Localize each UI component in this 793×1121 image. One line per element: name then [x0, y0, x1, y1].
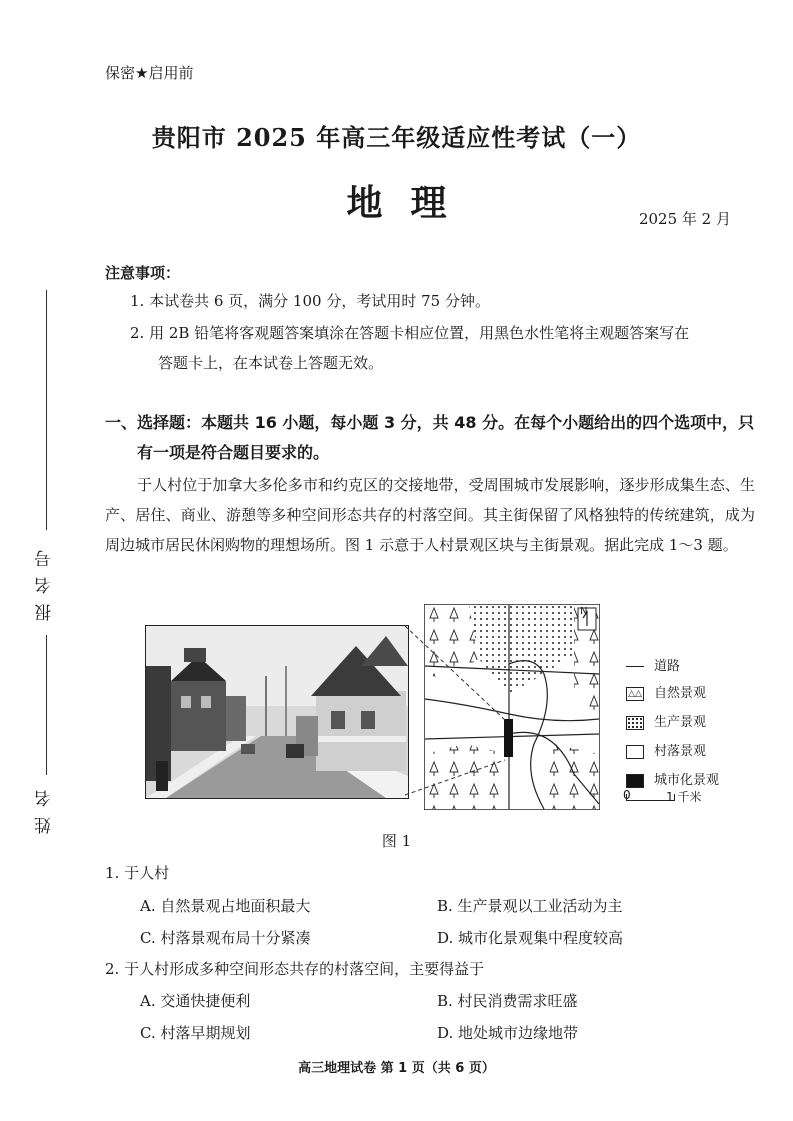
- question-2-option-a: A. 交通快捷便利: [140, 992, 251, 1010]
- legend-natural: △△ 自然景观: [626, 682, 706, 701]
- notice-heading: 注意事项：: [105, 264, 181, 282]
- margin-baoming-label: 报名号: [35, 540, 55, 621]
- question-1-option-a: A. 自然景观占地面积最大: [140, 897, 311, 915]
- exam-title: 贵阳市 2025 年高三年级适应性考试（一）: [151, 123, 642, 152]
- question-2-option-c: C. 村落早期规划: [140, 1024, 251, 1042]
- subject-title: 地理: [346, 182, 475, 224]
- road-line-icon: [626, 666, 644, 667]
- notice-item-1: 1. 本试卷共 6 页，满分 100 分，考试用时 75 分钟。: [130, 292, 490, 310]
- north-label: N: [580, 606, 588, 617]
- confidential-label: 保密★启用前: [105, 64, 194, 82]
- question-2-option-d: D. 地处城市边缘地带: [437, 1024, 579, 1042]
- question-2-option-b: B. 村民消费需求旺盛: [437, 992, 578, 1010]
- legend-urban: 城市化景观: [626, 769, 719, 788]
- notice-item-2-cont: 答题卡上，在本试卷上答题无效。: [158, 354, 384, 372]
- exam-date: 2025 年 2 月: [638, 210, 731, 228]
- scale-one-km: 1 千米: [666, 790, 702, 804]
- question-1-option-b: B. 生产景观以工业活动为主: [437, 897, 623, 915]
- scale-zero: 0: [623, 788, 631, 802]
- question-1-option-d: D. 城市化景观集中程度较高: [437, 929, 624, 947]
- tree-icon: △△: [626, 687, 644, 701]
- question-1-option-c: C. 村落景观布局十分紧凑: [140, 929, 311, 947]
- section-heading-line1: 一、选择题：本题共 16 小题，每小题 3 分，共 48 分。在每个小题给出的四个选项中，只: [105, 413, 755, 432]
- dotted-swatch-icon: [626, 716, 644, 730]
- black-swatch-icon: [626, 774, 644, 788]
- question-1-stem: 1. 于人村: [105, 864, 170, 882]
- section-heading-line2: 有一项是符合题目要求的。: [137, 443, 330, 462]
- page-footer: 高三地理试卷 第 1 页（共 6 页）: [298, 1061, 495, 1076]
- figure-caption: 图 1: [381, 832, 412, 850]
- legend-village: 村落景观: [626, 740, 706, 759]
- passage: 于人村位于加拿大多伦多市和约克区的交接地带，受周围城市发展影响，逐步形成集生态、生产、居住、商业、游憩等多种空间形态共存的村落空间。其主街保留了风格独特的传统建筑，成为周边城市居民休闲购物的理想场所。图 1 示意于人村景观区块与主街景观。据此完成 1～3 题。: [105, 476, 755, 554]
- notice-item-2: 2. 用 2B 铅笔将客观题答案填涂在答题卡相应位置，用黑色水性笔将主观题答案写在: [130, 324, 690, 342]
- legend-production: 生产景观: [626, 711, 706, 730]
- question-2-stem: 2. 于人村形成多种空间形态共存的村落空间，主要得益于: [105, 960, 485, 978]
- empty-swatch-icon: [626, 745, 644, 759]
- legend-road: 道路: [626, 655, 680, 674]
- margin-xingming-label: 姓名: [35, 780, 55, 834]
